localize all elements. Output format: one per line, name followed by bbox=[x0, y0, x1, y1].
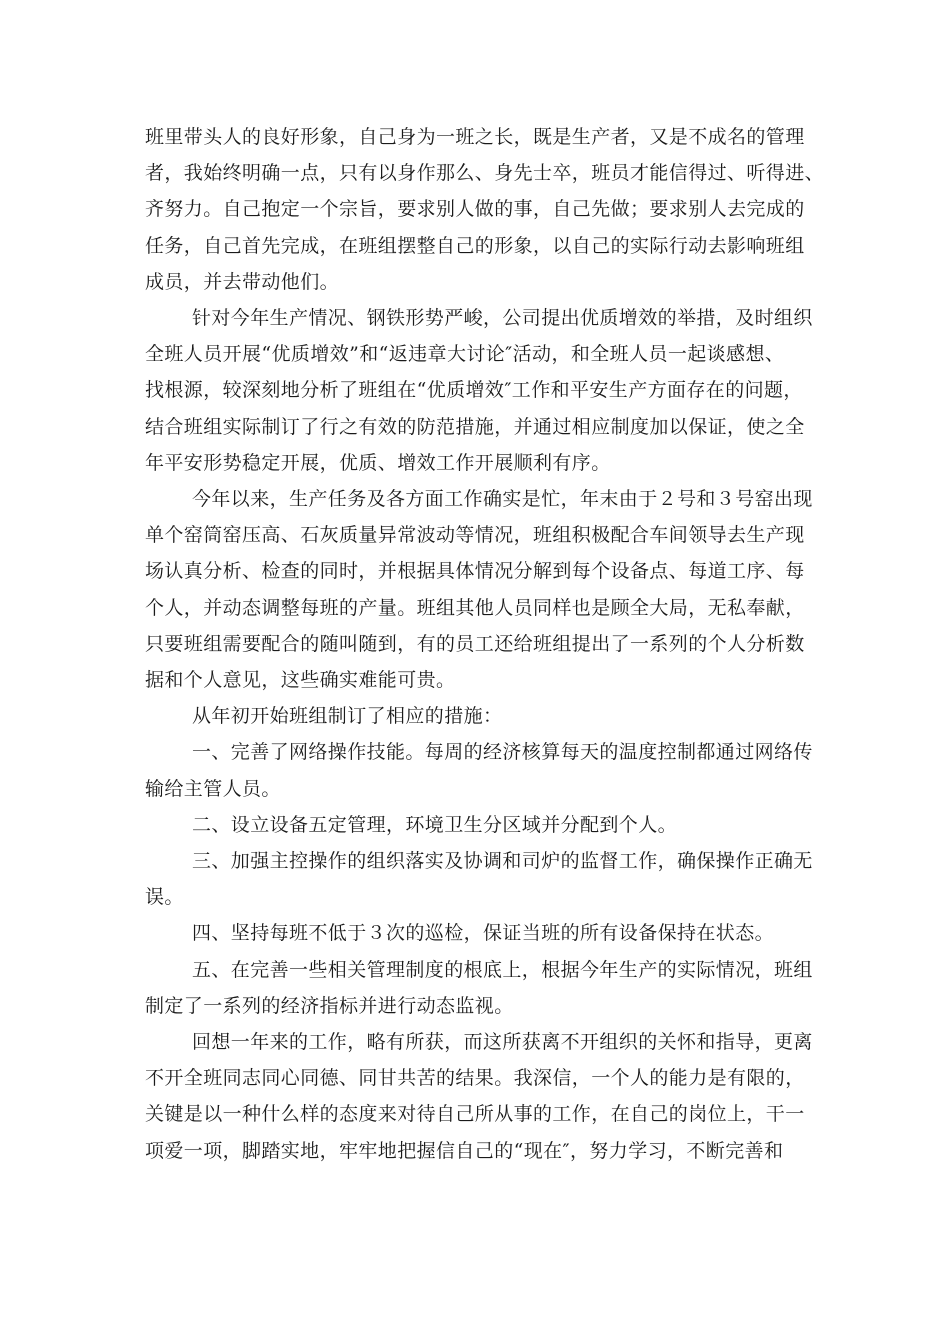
text-line: 项爱一项，脚踏实地，牢牢地把握信自己的“现在″，努力学习，不断完善和 bbox=[145, 1139, 784, 1162]
text-line: 找根源，较深刻地分析了班组在“优质增效″工作和平安生产方面存在的问题， bbox=[145, 379, 803, 402]
text-line: 回想一年来的工作，略有所获，而这所获离不开组织的关怀和指导，更离 bbox=[192, 1031, 813, 1054]
text-line: 年平安形势稳定开展，优质、增效工作开展顺利有序。 bbox=[145, 451, 611, 474]
paragraph-1 bbox=[145, 119, 825, 300]
text-line: 输给主管人员。 bbox=[145, 777, 281, 800]
text-line: 者，我始终明确一点，只有以身作那么、身先士卒，班员才能信得过、听得进、 bbox=[145, 162, 825, 185]
paragraph-2 bbox=[145, 300, 813, 481]
paragraph-8 bbox=[145, 915, 807, 951]
paragraph-7 bbox=[145, 843, 813, 915]
paragraph-4 bbox=[145, 698, 807, 734]
text-line: 误。 bbox=[145, 886, 184, 909]
text-line: 不开全班同志同心同德、同甘共苦的结果。我深信，一个人的能力是有限的， bbox=[145, 1067, 805, 1090]
text-line: 五、在完善一些相关管理制度的根底上，根据今年生产的实际情况，班组 bbox=[192, 958, 813, 981]
text-line: 针对今年生产情况、钢铁形势严峻，公司提出优质增效的举措，及时组织 bbox=[192, 307, 813, 330]
text-line: 制定了一系列的经济指标并进行动态监视。 bbox=[145, 994, 514, 1017]
paragraph-10 bbox=[145, 1024, 813, 1169]
text-line: 关键是以一种什么样的态度来对待自己所从事的工作，在自己的岗位上，干一 bbox=[145, 1103, 805, 1126]
text-line: 据和个人意见，这些确实难能可贵。 bbox=[145, 669, 456, 692]
paragraph-6 bbox=[145, 807, 807, 843]
text-line: 三、加强主控操作的组织落实及协调和司炉的监督工作，确保操作正确无 bbox=[192, 850, 813, 873]
text-line: 任务，自己首先完成，在班组摆整自己的形象，以自己的实际行动去影响班组 bbox=[145, 234, 805, 257]
document-body bbox=[145, 119, 825, 1169]
text-line: 今年以来，生产任务及各方面工作确实是忙，年末由于２号和３号窑出现 bbox=[192, 488, 813, 511]
text-line: 齐努力。自己抱定一个宗旨，要求别人做的事，自己先做；要求别人去完成的 bbox=[145, 198, 805, 221]
text-line: 二、设立设备五定管理，环境卫生分区域并分配到个人。 bbox=[192, 813, 678, 836]
text-line: 一、完善了网络操作技能。每周的经济核算每天的温度控制都通过网络传 bbox=[192, 741, 813, 764]
text-line: 只要班组需要配合的随叫随到，有的员工还给班组提出了一系列的个人分析数 bbox=[145, 632, 805, 655]
text-line: 场认真分析、检查的同时，并根据具体情况分解到每个设备点、每道工序、每 bbox=[145, 560, 805, 583]
paragraph-9 bbox=[145, 952, 813, 1024]
text-line: 从年初开始班组制订了相应的措施： bbox=[192, 705, 503, 728]
text-line: 单个窑筒窑压高、石灰质量异常波动等情况，班组积极配合车间领导去生产现 bbox=[145, 524, 805, 547]
text-line: 成员，并去带动他们。 bbox=[145, 270, 340, 293]
text-line: 全班人员开展“优质增效”和“返违章大讨论″活动，和全班人员一起谈感想、 bbox=[145, 343, 785, 366]
text-line: 四、坚持每班不低于３次的巡检，保证当班的所有设备保持在状态。 bbox=[192, 922, 775, 945]
text-line: 个人，并动态调整每班的产量。班组其他人员同样也是顾全大局，无私奉献， bbox=[145, 596, 805, 619]
paragraph-5 bbox=[145, 734, 813, 806]
text-line: 结合班组实际制订了行之有效的防范措施，并通过相应制度加以保证，使之全 bbox=[145, 415, 805, 438]
text-line: 班里带头人的良好形象，自己身为一班之长，既是生产者，又是不成名的管理 bbox=[145, 126, 805, 148]
paragraph-3 bbox=[145, 481, 813, 698]
